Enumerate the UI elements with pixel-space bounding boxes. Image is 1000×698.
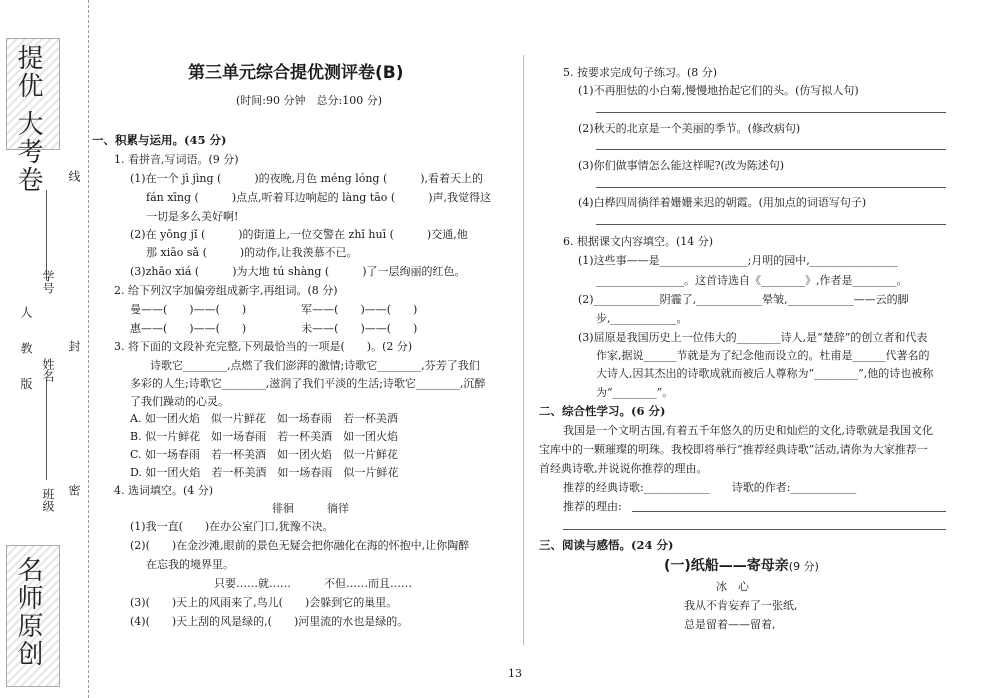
passage-title-text: (一)纸船——寄母亲 (664, 558, 789, 574)
poem-line-1: 我从不肯妄弃了一张纸, (684, 599, 798, 612)
s2-poem-author-line: 推荐的经典诗歌:____________ 诗歌的作者:____________ (563, 481, 857, 494)
q1-line-b: fán xīng ( )点点,听着耳边响起的 làng tāo ( )声,我觉得这 (146, 191, 492, 204)
passage-title (664, 555, 819, 575)
s2-reason-label: 推荐的理由: (563, 500, 622, 513)
q4-line-d: (3)( )天上的风雨来了,鸟儿( )会躲到它的巢里。 (130, 596, 398, 609)
id-label: 学号 (41, 270, 55, 294)
q3-option-b: B. 似一片鲜花 如一场春雨 若一杯美酒 如一团火焰 (130, 430, 399, 443)
brand-logo-bottom-text: 名师原创 (13, 556, 43, 668)
q2-heading: 2. 给下列汉字加偏旁组成新字,再组词。(8 分) (114, 284, 338, 297)
class-line (46, 380, 47, 480)
q5-item-3: (3)你们做事情怎么能这样呢?(改为陈述句) (578, 159, 785, 172)
column-divider (523, 55, 524, 645)
q4-line-a: (1)我一直( )在办公室门口,犹豫不决。 (130, 520, 334, 533)
q5-heading: 5. 按要求完成句子练习。(8 分) (563, 66, 718, 79)
s2-para-3: 首经典诗歌,并说说你推荐的理由。 (539, 462, 708, 475)
sidebar (0, 0, 89, 698)
poem-line-2: 总是留着——留着, (684, 618, 776, 631)
q6-line-d: 步,____________。 (596, 312, 688, 325)
answer-line (563, 529, 946, 530)
edition-label: 人 教 版 (19, 306, 33, 400)
mi-word: 密 (67, 484, 81, 496)
q3-option-d: D. 如一团火焰 若一杯美酒 如一场春雨 似一片鲜花 (130, 466, 399, 479)
q4-word-bank-1: 徘徊 徜徉 (272, 502, 349, 515)
q5-item-1: (1)不再胆怯的小白菊,慢慢地抬起它们的头。(仿写拟人句) (578, 84, 859, 97)
q5-item-2: (2)秋天的北京是一个美丽的季节。(修改病句) (578, 122, 801, 135)
brand-logo-top-text: 提优 大考卷 (13, 44, 43, 195)
q1-heading: 1. 看拼音,写词语。(9 分) (114, 153, 239, 166)
q4-line-e: (4)( )天上刮的风是绿的,( )河里流的水也是绿的。 (130, 615, 409, 628)
name-label: 姓名 (41, 358, 55, 382)
s2-para-1: 我国是一个文明古国,有着五千年悠久的历史和灿烂的文化,诗歌就是我国文化 (563, 424, 933, 437)
answer-line (632, 511, 946, 512)
page-number: 13 (508, 667, 522, 680)
passage-author: 冰 心 (716, 580, 749, 593)
passage-score: (9 分) (788, 560, 819, 573)
q6-line-a: (1)这些事——是________________;月明的园中,________________ (578, 254, 898, 267)
q1-line-f: (3)zhāo xiá ( )为大地 tú shàng ( )了一层绚丽的红色。 (130, 265, 466, 278)
line-word: 线 (67, 170, 81, 182)
q6-line-c: (2)____________阴霾了,____________晕皱,____________——云的脚 (578, 293, 909, 306)
q6-heading: 6. 根据课文内容填空。(14 分) (563, 235, 714, 248)
section-2-heading: 二、综合性学习。(6 分) (539, 404, 666, 418)
q6-line-f: 作家,据说______节就是为了纪念他而设立的。杜甫是______代著名的 (596, 349, 930, 362)
page-title: 第三单元综合提优测评卷(B) (188, 63, 404, 83)
q3-line-b: 多彩的人生;诗歌它________,滋润了我们平淡的生活;诗歌它________,沉醉 (130, 377, 486, 390)
q4-word-bank-2: 只要……就…… 不但……而且…… (214, 577, 412, 590)
page-subtitle: (时间:90 分钟 总分:100 分) (236, 94, 382, 107)
q3-line-c: 了我们躁动的心灵。 (130, 395, 229, 408)
q3-option-a: A. 如一团火焰 似一片鲜花 如一场春雨 若一杯美酒 (130, 412, 398, 425)
seal-word: 封 (67, 340, 81, 352)
q3-heading: 3. 将下面的文段补充完整,下列最恰当的一项是( )。(2 分) (114, 340, 413, 353)
q3-option-c: C. 如一场春雨 若一杯美酒 如一团火焰 似一片鲜花 (130, 448, 399, 461)
q2-line-a: 曼——( )——( ) 军——( )——( ) (130, 303, 418, 316)
q4-line-c: 在忘我的境界里。 (146, 558, 234, 571)
q6-line-e: (3)屈原是我国历史上一位伟大的________诗人,是“楚辞”的创立者和代表 (578, 331, 928, 344)
answer-line (596, 187, 946, 188)
answer-line (596, 149, 946, 150)
q6-line-h: 为“________”。 (596, 386, 674, 399)
q6-line-g: 大诗人,因其杰出的诗歌成就而被后人尊称为“________”,他的诗也被称 (596, 367, 934, 380)
name-line (46, 190, 47, 280)
q2-line-b: 惠——( )——( ) 未——( )——( ) (130, 322, 418, 335)
q1-line-e: 那 xiāo sǎ ( )的动作,让我羡慕不已。 (146, 246, 358, 259)
q6-line-b: ________________。这首诗选自《________》,作者是________。 (596, 274, 908, 287)
q5-item-4: (4)白桦四周徜徉着姗姗来迟的朝霞。(用加点的词语写句子) (578, 196, 867, 209)
section-1-heading: 一、积累与运用。(45 分) (92, 133, 227, 147)
q1-line-a: (1)在一个 jì jìng ( )的夜晚,月色 méng lóng ( ),看着天上的 (130, 172, 484, 185)
section-3-heading: 三、阅读与感悟。(24 分) (539, 538, 674, 552)
q3-line-a: 诗歌它________,点燃了我们澎湃的激情;诗歌它________,芬芳了我们 (150, 359, 480, 372)
answer-line (596, 224, 946, 225)
class-label: 班级 (41, 488, 55, 512)
s2-para-2: 宝库中的一颗璀璨的明珠。我校即将举行“推荐经典诗歌”活动,请你为大家推荐一 (539, 443, 928, 456)
q4-heading: 4. 选词填空。(4 分) (114, 484, 214, 497)
q4-line-b: (2)( )在金沙滩,眼前的景色无疑会把你融化在海的怀抱中,让你陶醉 (130, 539, 470, 552)
q1-line-d: (2)在 yōng jǐ ( )的街道上,一位交警在 zhǐ huī ( )交通,他 (130, 228, 468, 241)
answer-line (596, 112, 946, 113)
q1-line-c: 一切是多么美好啊! (146, 210, 239, 223)
